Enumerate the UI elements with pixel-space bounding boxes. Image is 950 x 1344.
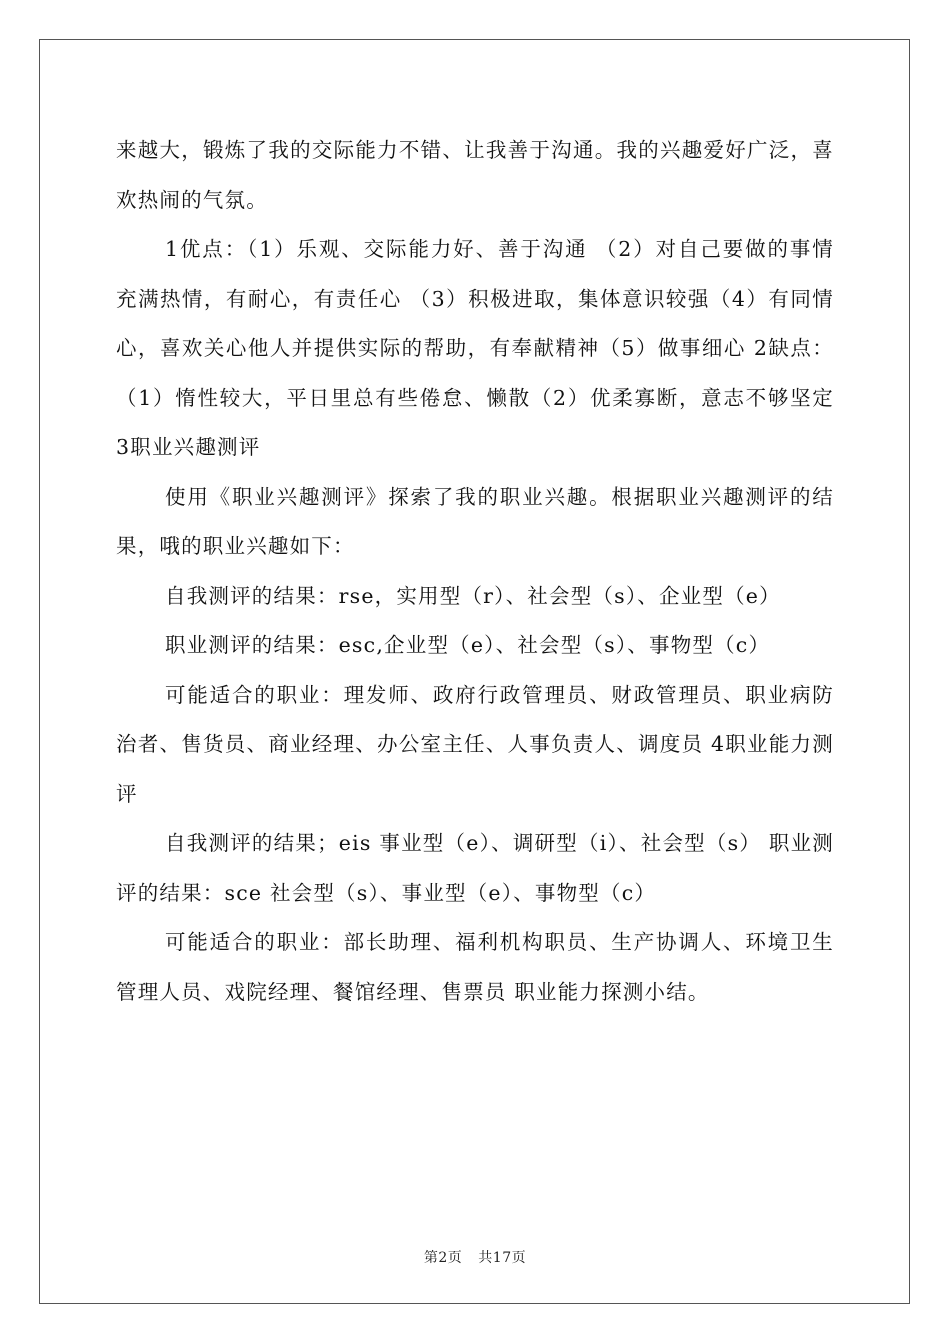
paragraph-suitable-careers-2: 可能适合的职业：部长助理、福利机构职员、生产协调人、环境卫生管理人员、戏院经理、餐馆经理、售票员 职业能力探测小结。: [116, 930, 834, 1004]
paragraph-suitable-careers-1: 可能适合的职业：理发师、政府行政管理员、财政管理员、职业病防治者、售货员、商业经理、办公室主任、人事负责人、调度员 4职业能力测评: [116, 682, 834, 806]
page-footer: [0, 1247, 950, 1267]
paragraph-career-assessment-result: 职业测评的结果：esc,企业型（e）、社会型（s）、事物型（c）: [165, 633, 771, 657]
paragraph-ability-results: 自我测评的结果；eis 事业型（e）、调研型（i）、社会型（s） 职业测评的结果：sce 社会型（s）、事业型（e）、事物型（c）: [116, 831, 834, 905]
paragraph-interest-test-intro: 使用《职业兴趣测评》探索了我的职业兴趣。根据职业兴趣测评的结果，哦的职业兴趣如下：: [116, 484, 834, 558]
document-body: [116, 126, 834, 1017]
paragraph-strengths-weaknesses: 1优点：（1）乐观、交际能力好、善于沟通 （2）对自己要做的事情充满热情，有耐心，有责任心 （3）积极进取，集体意识较强（4）有同情心，喜欢关心他人并提供实际的帮助，有奉献精神（5）做事细心 2缺点：（1）惰性较大，平日里总有些倦怠、懒散（2）优柔寡断，意志不够坚定 3职业兴趣测评: [116, 237, 834, 459]
paragraph-continuation: 来越大，锻炼了我的交际能力不错、让我善于沟通。我的兴趣爱好广泛，喜欢热闹的气氛。: [116, 138, 834, 212]
page-number: 第2页: [423, 1250, 463, 1266]
paragraph-self-assessment-result: 自我测评的结果：rse，实用型（r）、社会型（s）、企业型（e）: [165, 583, 781, 608]
page-total: 共17页: [478, 1250, 527, 1266]
